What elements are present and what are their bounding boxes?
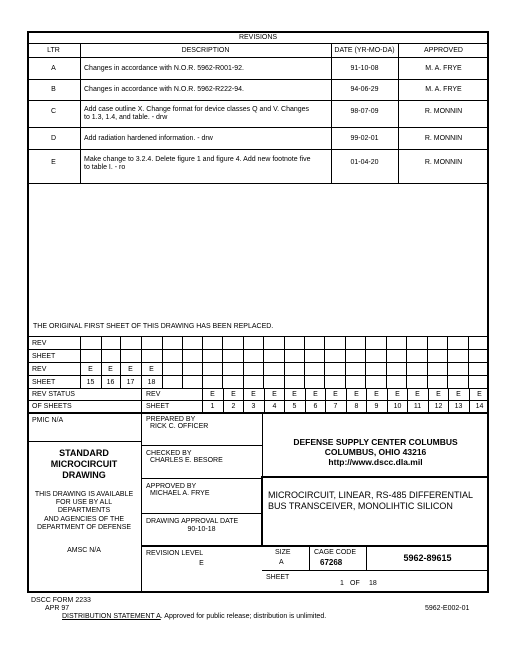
agency-line-2: COLUMBUS, OHIO 43216 [324, 447, 427, 457]
form-number: DSCC FORM 2233 [31, 597, 91, 604]
device-title-1: MICROCIRCUIT, LINEAR, RS-485 DIFFERENTIAL [268, 490, 474, 500]
header-description: DESCRIPTION [181, 47, 230, 54]
rev-row-d-ltr: D [50, 135, 57, 142]
rev-row-b-date: 94-06-29 [350, 86, 379, 93]
sheet-label-2: SHEET [32, 379, 56, 386]
rev-cell-15: E [88, 366, 93, 373]
available-note-4: AND AGENCIES OF THE [44, 516, 124, 523]
rev-status-cell: E [436, 391, 441, 398]
available-note-3: DEPARTMENTS [57, 507, 111, 514]
form-date: APR 97 [45, 605, 70, 612]
sheet-number-cell: 6 [313, 403, 318, 410]
rev-status-cell: E [415, 391, 420, 398]
sheet-number-cell: 5 [292, 403, 297, 410]
sheet-number-cell: 9 [374, 403, 379, 410]
approved-by-value: MICHAEL A. FRYE [150, 490, 210, 497]
sheet-number: 1 [340, 580, 344, 587]
header-date: DATE (YR-MO-DA) [334, 47, 395, 54]
rev-row-d-description: Add radiation hardened information. - drw [84, 135, 213, 142]
sheet-of: OF [350, 580, 360, 587]
sheet-number-cell: 12 [434, 403, 443, 410]
header-ltr: LTR [47, 47, 60, 54]
rev-row-c-ltr: C [50, 108, 57, 115]
rev-status-cell: E [456, 391, 461, 398]
amsc-label: AMSC N/A [67, 547, 101, 554]
device-title-2: BUS TRANSCEIVER, MONOLIHTIC SILICON [268, 501, 453, 511]
prepared-by-label: PREPARED BY [146, 416, 196, 423]
rev-label-2: REV [32, 366, 47, 373]
approval-date-value: 90-10-18 [187, 526, 216, 533]
size-label: SIZE [275, 549, 291, 556]
rev-status-cell: E [374, 391, 379, 398]
sheet-number-cell: 2 [231, 403, 236, 410]
cage-code-label: CAGE CODE [314, 549, 357, 556]
rev-cell-17: E [128, 366, 133, 373]
available-note-2: FOR USE BY ALL [55, 499, 113, 506]
rev-status-cell: E [395, 391, 400, 398]
revisions-title: REVISIONS [238, 34, 278, 41]
rev-cell-16: E [108, 366, 113, 373]
rev-row-e-ltr: E [51, 159, 56, 166]
rev-status-label: REV STATUS [32, 391, 75, 398]
sheet-number-cell: 4 [272, 403, 277, 410]
approved-by-label: APPROVED BY [146, 483, 197, 490]
sheet-number-cell: 14 [475, 403, 484, 410]
cage-code-value: 67268 [320, 558, 343, 567]
sheet-label: SHEET [266, 574, 290, 581]
rev-row-a-date: 91-10-08 [350, 65, 379, 72]
sheet-total: 18 [369, 580, 377, 587]
sheet-cell-17: 17 [126, 379, 135, 386]
rev-row-b-approved: M. A. FRYE [425, 86, 462, 93]
standard-title-3: DRAWING [62, 470, 106, 480]
sheet-cell-15: 15 [86, 379, 95, 386]
rev-row-b-description: Changes in accordance with N.O.R. 5962-R222-94. [84, 86, 244, 93]
rev-sub-label: REV [146, 391, 161, 398]
pmic-label: PMIC N/A [32, 417, 64, 424]
sheet-number-cell: 7 [333, 403, 338, 410]
rev-status-cell: E [292, 391, 297, 398]
rev-row-a-ltr: A [51, 65, 56, 72]
rev-row-c-approved: R. MONNIN [424, 108, 463, 115]
rev-status-cell: E [272, 391, 277, 398]
distribution-statement [62, 613, 326, 621]
rev-status-cell: E [210, 391, 215, 398]
agency-line-1: DEFENSE SUPPLY CENTER COLUMBUS [293, 437, 458, 447]
sheet-number-cell: 1 [210, 403, 215, 410]
rev-row-d-date: 99-02-01 [350, 135, 379, 142]
rev-status-cell: E [333, 391, 338, 398]
rev-row-c-date: 98-07-09 [350, 108, 379, 115]
checked-by-value: CHARLES E. BESORE [150, 457, 223, 464]
distribution-text: . Approved for public release; distribution is unlimited. [160, 613, 327, 620]
rev-status-cell: E [251, 391, 256, 398]
sheet-number-cell: 11 [413, 403, 422, 410]
available-note-1: THIS DRAWING IS AVAILABLE [34, 491, 134, 498]
drawing-number: 5962-89615 [403, 553, 452, 563]
rev-status-cell: E [231, 391, 236, 398]
distribution-label: DISTRIBUTION STATEMENT A [62, 613, 161, 620]
sheet-number-cell: 8 [354, 403, 359, 410]
sheet-cell-18: 18 [147, 379, 156, 386]
prepared-by-value: RICK C. OFFICER [150, 423, 209, 430]
checked-by-label: CHECKED BY [146, 450, 192, 457]
sheet-number-cell: 10 [393, 403, 402, 410]
revision-level-value: E [199, 560, 204, 567]
revision-level-label: REVISION LEVEL [146, 550, 204, 557]
rev-status-cell: E [313, 391, 318, 398]
sheet-number-cell: 13 [454, 403, 463, 410]
agency-url: http://www.dscc.dla.mil [328, 457, 423, 467]
of-sheets-label: OF SHEETS [32, 403, 72, 410]
sheet-sub-label: SHEET [146, 403, 170, 410]
rev-row-a-approved: M. A. FRYE [425, 65, 462, 72]
rev-cell-18: E [149, 366, 154, 373]
replaced-note: THE ORIGINAL FIRST SHEET OF THIS DRAWING HAS BEEN REPLACED. [33, 323, 274, 330]
standard-title-1: STANDARD [59, 448, 109, 458]
rev-row-b-ltr: B [51, 86, 56, 93]
sheet-label-1: SHEET [32, 353, 56, 360]
sheet-cell-16: 16 [106, 379, 115, 386]
standard-title-2: MICROCIRCUIT [50, 459, 118, 469]
sheet-number-cell: 3 [251, 403, 256, 410]
approval-date-label: DRAWING APPROVAL DATE [146, 518, 239, 525]
header-approved: APPROVED [424, 47, 463, 54]
size-value: A [279, 559, 284, 566]
rev-row-e-approved: R. MONNIN [424, 159, 463, 166]
rev-status-cell: E [354, 391, 359, 398]
rev-row-e-date: 01-04-20 [350, 159, 379, 166]
document-code: 5962-E002-01 [425, 605, 470, 612]
available-note-5: DEPARTMENT OF DEFENSE [36, 524, 132, 531]
rev-label-1: REV [32, 340, 47, 347]
rev-row-c-description: Add case outline X. Change format for device classes Q and V. Changes to 1.3, 1.4, and table. - drw [84, 106, 310, 121]
rev-row-e-description: Make change to 3.2.4. Delete figure 1 and figure 4. Add new footnote five to table I. - ro [84, 156, 311, 171]
rev-row-d-approved: R. MONNIN [424, 135, 463, 142]
rev-status-cell: E [477, 391, 482, 398]
rev-row-a-description: Changes in accordance with N.O.R. 5962-R001-92. [84, 65, 244, 72]
